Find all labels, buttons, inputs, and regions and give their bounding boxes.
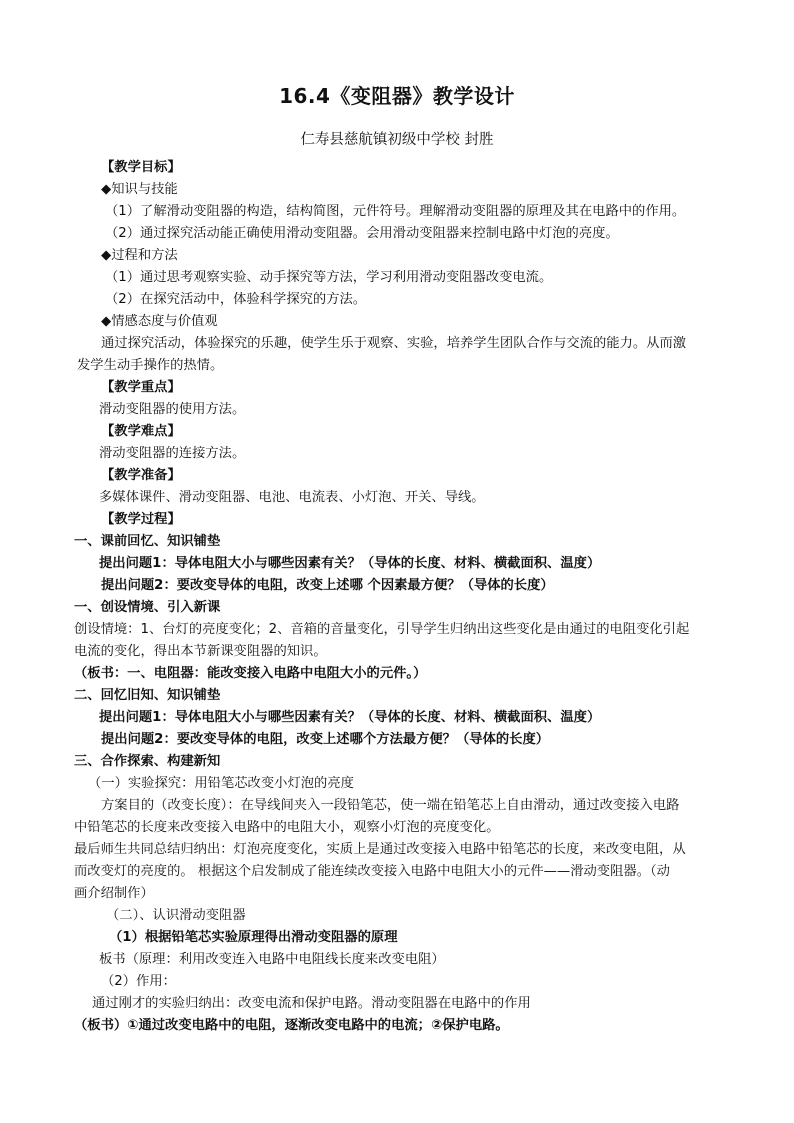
experiment-heading: （一）实验探究：用铅笔芯改变小灯泡的亮度 [88,776,354,791]
section-3-question-1: 提出问题1：导体电阻大小与哪些因素有关？（导体的长度、材料、横截面积、温度） [99,710,601,725]
summary-text: 通过刚才的实验归纳出：改变电流和保护电路。滑动变阻器在电路中的作用 [92,996,531,1011]
prep-heading: 【教学准备】 [101,468,181,483]
process-item-1: （1）通过思考观察实验、动手探究等方法，学习利用滑动变阻器改变电流。 [105,270,553,285]
section-3-question-2: 提出问题2：要改变导体的电阻，改变上述哪个方法最方便？（导体的长度） [101,732,550,747]
difficulty-heading: 【教学难点】 [101,424,181,439]
knowledge-item-1: （1）了解滑动变阻器的构造，结构简图，元件符号。理解滑动变阻器的原理及其在电路中的作用。 [105,204,686,219]
process-item-2: （2）在探究活动中，体验科学探究的方法。 [105,292,367,307]
section-4-heading: 三、合作探索、构建新知 [74,754,221,769]
know-item-2: （2）作用： [101,974,176,989]
section-2-board: （板书：一、电阻器：能改变接入电路中电阻大小的元件。） [74,666,427,681]
focus-text: 滑动变阻器的使用方法。 [99,402,246,417]
objectives-heading: 【教学目标】 [101,160,181,175]
conclusion-text-2: 而改变灯的亮度的。 根据这个启发制成了能连续改变接入电路中电阻大小的元件——滑动变阻器。（动 [74,864,670,879]
section-2-text-2: 电流的变化，得出本节新课变阻器的知识。 [74,644,327,659]
prep-text: 多媒体课件、滑动变阻器、电池、电流表、小灯泡、开关、导线。 [99,490,485,505]
section-3-heading: 二、回忆旧知、知识铺垫 [74,688,221,703]
section-1-heading: 一、课前回忆、知识铺垫 [74,534,221,549]
process-heading: ◆过程和方法 [101,248,178,263]
focus-heading: 【教学重点】 [101,380,181,395]
document-title: 16.4《变阻器》教学设计 [279,84,515,108]
board-principle: 板书（原理：利用改变连入电路中电阻线长度来改变电阻） [99,952,445,967]
experiment-plan-2: 中铅笔芯的长度来改变接入电路中的电阻大小，观察小灯泡的亮度变化。 [74,820,500,835]
conclusion-text-1: 最后师生共同总结归纳出：灯泡亮度变化，实质上是通过改变接入电路中铅笔芯的长度，来改变电阻，从 [74,842,686,857]
author-line: 仁寿县慈航镇初级中学校 封胜 [300,132,494,148]
knowledge-item-2: （2）通过探究活动能正确使用滑动变阻器。会用滑动变阻器来控制电路中灯泡的亮度。 [105,226,619,241]
attitude-heading: ◆情感态度与价值观 [101,314,218,329]
know-item-1: （1）根据铅笔芯实验原理得出滑动变阻器的原理 [109,930,398,945]
conclusion-text-3: 画介绍制作） [74,886,154,901]
section-2-heading: 一、创设情境、引入新课 [74,600,221,615]
board-function: （板书）①通过改变电路中的电阻，逐渐改变电路中的电流；②保护电路。 [74,1018,509,1033]
attitude-text-2: 发学生动手操作的热情。 [77,358,224,373]
section-1-question-1: 提出问题1：导体电阻大小与哪些因素有关？（导体的长度、材料、横截面积、温度） [99,556,601,571]
section-2-text-1: 创设情境：1、台灯的亮度变化；2、音箱的音量变化，引导学生归纳出这些变化是由通过的电阻变化引起 [74,622,690,637]
know-heading: （二）、认识滑动变阻器 [106,908,246,923]
difficulty-text: 滑动变阻器的连接方法。 [99,446,246,461]
procedure-heading: 【教学过程】 [101,512,181,527]
attitude-text-1: 通过探究活动，体验探究的乐趣，使学生乐于观察、实验，培养学生团队合作与交流的能力。从而激 [101,336,687,351]
experiment-plan-1: 方案目的（改变长度）：在导线间夹入一段铅笔芯，使一端在铅笔芯上自由滑动，通过改变接入电路 [101,798,680,813]
section-1-question-2: 提出问题2：要改变导体的电阻，改变上述哪 个因素最方便？（导体的长度） [101,578,554,593]
knowledge-heading: ◆知识与技能 [101,182,178,197]
